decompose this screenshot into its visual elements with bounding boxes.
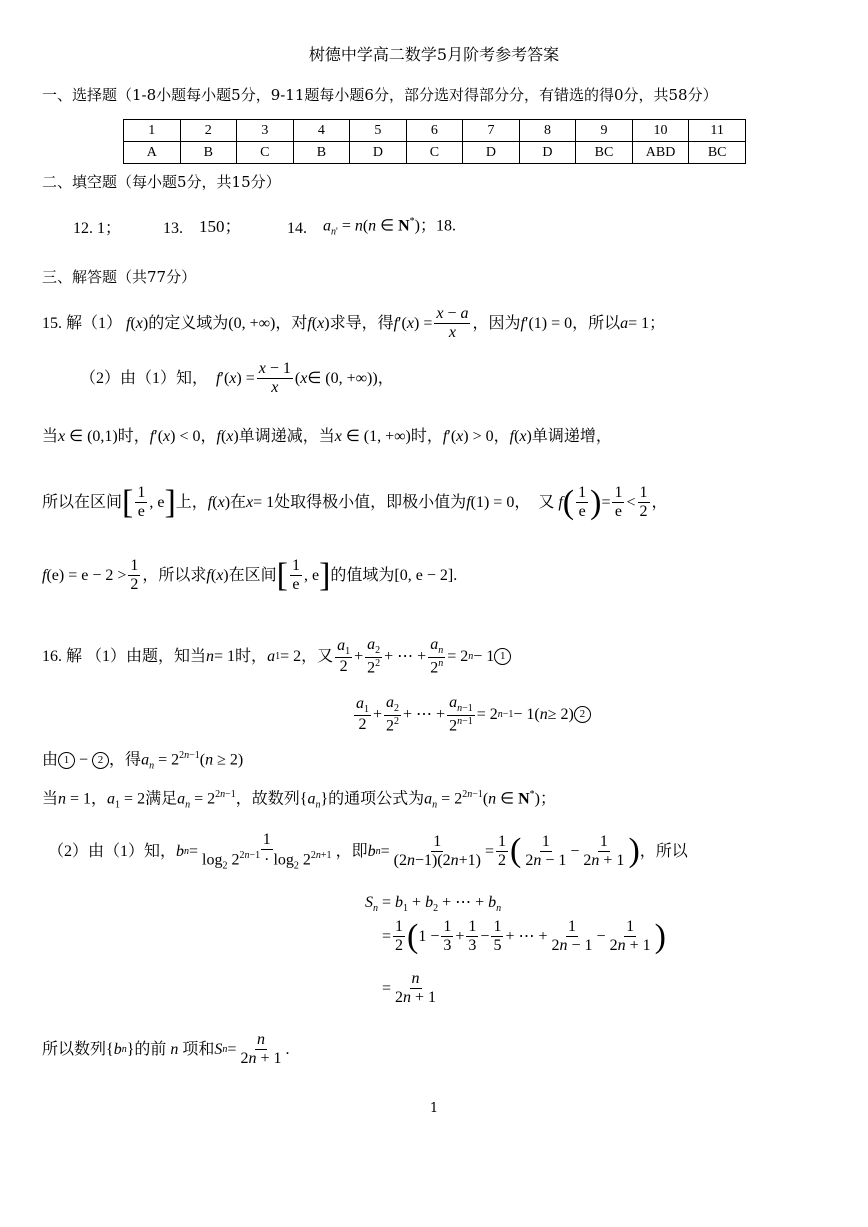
table-cell: 2 [180, 120, 237, 142]
circled-two: 2 [574, 706, 591, 723]
answer-table-answers-row [124, 142, 746, 164]
q16-sum-line-1: $S_n = b_1 + b_2$ + ⋯ + $b_n$ [365, 894, 502, 915]
q16-line-4: 当n = 1，$a_1 = 2$满足$a_n = 2^{2n-1}$，故数列$\{a_n\}$的通项公式为$a_n = 2^{2n-1}(n$ ∈ N*)； [42, 789, 557, 811]
table-cell: D [350, 142, 407, 164]
q16-line-5: （2）由（1）知， b n = $\frac{1}{\log_2 2^{2n-1} \cdot \log_2 2^{2n+1}}$ ，即 b n = $\frac{1}{(2n-1)(2n+1)}$ = $\frac{1}{2}$ ( $\frac{1}{2n - 1}$ − $\frac{1}{2n + 1}$ ) ，所以 [48, 831, 688, 872]
fraction: $\frac{a_1}{2}$ [356, 694, 369, 734]
page-title: 树德中学高二数学5月阶考参考答案 [308, 45, 560, 64]
fill-answer-14-label: 14. [287, 220, 307, 237]
fraction: $\frac{1}{3}$ [468, 918, 477, 955]
q16-line-2: $\frac{a_1}{2}$ + $\frac{a_2}{2^2}$ + ⋯ + $\frac{a_{n-1}}{2^{n-1}}$ = 2 n−1 − 1( n ≥ 2) 2 [352, 694, 591, 735]
circled-one: 1 [494, 648, 511, 665]
q16-line-9: 所以数列 { b n } 的前 n 项和 S n = $\frac{n}{2n + 1}$ . [42, 1031, 290, 1068]
fraction: $\frac{n}{2n + 1}$ [395, 970, 437, 1007]
table-cell: C [237, 142, 294, 164]
q16-sum-line-3: = $\frac{n}{2n + 1}$ [382, 970, 437, 1007]
fraction: $\frac{a_2}{2^2}$ [367, 636, 381, 677]
fraction: $\frac{1}{2n + 1}$ [609, 918, 651, 955]
q15-line-2: （2）由（1）知， f ′( x ) = $\frac{x - 1}{x}$ ( x ∈ (0, +∞))， [80, 360, 394, 397]
q16-sum-line-2: = $\frac{1}{2}$ ( 1 − $\frac{1}{3}$ + $\frac{1}{3}$ − $\frac{1}{5}$ + ⋯ + $\frac{1}{2n - 1}$ − $\frac{1}{2n + 1}$ ) [382, 917, 666, 955]
section-choice-heading: 一、选择题（1-8小题每小题5分，9-11题每小题6分，部分选对得部分分，有错选的得0分，共58分） [42, 86, 718, 104]
fraction: $\frac{1}{e}$ [614, 484, 623, 521]
table-cell: 4 [293, 120, 350, 142]
fill-answer-14-formula: $a_{n'} = n(n$ ∈ N*)；18. [323, 216, 457, 238]
fraction: $\frac{1}{e}$ [137, 484, 146, 521]
table-cell: ABD [632, 142, 689, 164]
table-cell: D [463, 142, 520, 164]
table-cell: BC [576, 142, 633, 164]
fraction: $\frac{1}{2n - 1}$ [551, 918, 593, 955]
table-cell: A [124, 142, 181, 164]
fill-answer-14-tail: ；18. [420, 217, 457, 235]
fraction: $\frac{1}{e}$ [578, 484, 587, 521]
fraction: $\frac{1}{3}$ [443, 918, 452, 955]
q15-line-1: 15. 解（1） f ( x ) 的定义域为 (0, +∞) ，对 f ( x ) 求导，得 f ′( x ) = $\frac{x - a}{x}$ ，因为 f ′(1) = 0 ，所以 a = 1； [42, 305, 666, 342]
fraction: $\frac{1}{5}$ [493, 918, 502, 955]
table-cell: BC [689, 142, 746, 164]
q15-line-4: 所以在区间 [ $\frac{1}{e}$ , e ] 上， f ( x ) 在 x = 1 处取得极小值，即极小值为 f (1) = 0， 又 f ( $\frac{1}{e}$ ) = $\frac{1}{e}$ < $\frac{1}{2}$ ， [42, 483, 668, 521]
table-cell: 10 [632, 120, 689, 142]
q16-line-3: 由 1 − 2 ，得$a_n = 2^{2n-1}(n \ge 2)$ [42, 750, 244, 772]
fraction: $\frac{x - 1}{x}$ [258, 360, 291, 397]
answer-table [123, 119, 746, 164]
table-cell: B [293, 142, 350, 164]
answer-table-numbers-row [124, 120, 746, 142]
fraction: $\frac{x - a}{x}$ [436, 305, 469, 342]
fraction: $\frac{1}{2}$ [639, 484, 648, 521]
fraction: $\frac{1}{2n + 1}$ [583, 832, 625, 870]
q16-line-1: 16. 解 （1）由题，知当 n = 1 时， a 1 = 2 ，又 $\frac{a_1}{2}$ + $\frac{a_2}{2^2}$ + ⋯ + $\frac{a_n}{2^n}$ = 2 n − 1 1 [42, 636, 511, 677]
fraction: $\frac{1}{(2n-1)(2n+1)}$ [393, 832, 481, 870]
fill-answer-13-label: 13. [163, 220, 183, 237]
table-cell: B [180, 142, 237, 164]
fraction: $\frac{1}{2}$ [498, 832, 507, 870]
table-cell: 8 [519, 120, 576, 142]
table-cell: C [406, 142, 463, 164]
fraction: $\frac{a_2}{2^2}$ [386, 694, 400, 735]
fraction: $\frac{1}{e}$ [291, 557, 300, 594]
fraction: $\frac{1}{2}$ [130, 557, 139, 594]
table-cell: 3 [237, 120, 294, 142]
table-cell: 11 [689, 120, 746, 142]
fraction: $\frac{n}{2n + 1}$ [240, 1031, 282, 1068]
q15-line-3: 当x ∈ (0,1)时，f′(x) < 0，f(x)单调递减，当x ∈ (1, +∞)时，f′(x) > 0，f(x)单调递增， [42, 428, 612, 445]
fraction: $\frac{a_1}{2}$ [337, 636, 351, 676]
page-number: 1 [429, 1101, 439, 1116]
fraction: $\frac{1}{2n - 1}$ [525, 832, 567, 870]
table-cell: 1 [124, 120, 181, 142]
table-cell: 7 [463, 120, 520, 142]
section-solve-heading: 三、解答题（共77分） [42, 268, 197, 286]
table-cell: 5 [350, 120, 407, 142]
table-cell: 6 [406, 120, 463, 142]
table-cell: D [519, 142, 576, 164]
fill-answer-13-value: 150； [199, 217, 242, 236]
fraction: $\frac{1}{\log_2 2^{2n-1} \cdot \log_2 2^{2n+1}}$ [202, 831, 332, 872]
section-fill-heading: 二、填空题（每小题5分，共15分） [42, 173, 281, 191]
fraction: $\frac{1}{2}$ [395, 918, 404, 955]
table-cell: 9 [576, 120, 633, 142]
q15-line-5: f (e) = e − 2 > $\frac{1}{2}$ ，所以求 f ( x ) 在区间 [ $\frac{1}{e}$ , e ] 的值域为 [0, e − 2]. [42, 556, 458, 594]
fraction: $\frac{a_{n-1}}{2^{n-1}}$ [449, 694, 473, 735]
fill-answer-12: 12. 1； [73, 220, 122, 237]
fraction: $\frac{a_n}{2^n}$ [430, 636, 444, 677]
